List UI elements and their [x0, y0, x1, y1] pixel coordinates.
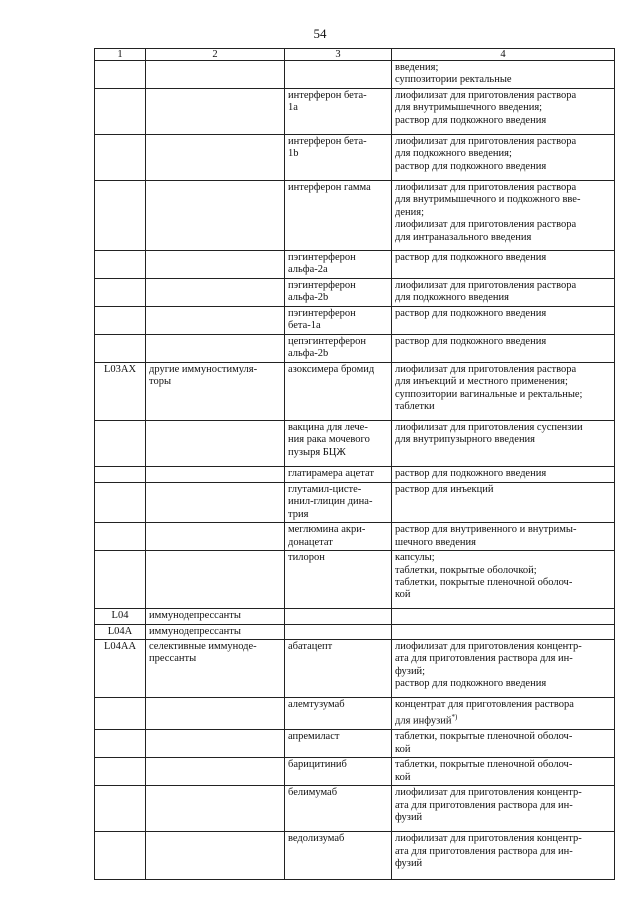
code-cell [95, 61, 146, 89]
forms-cell-text: раствор для подкожного введения [395, 308, 547, 319]
forms-cell-text: раствор для подкожного введения [395, 468, 547, 479]
page-number: 54 [313, 26, 327, 41]
forms-cell-text: лиофилизат для приготовления суспензии для внутрипузырного введения [395, 422, 583, 446]
drug-cell [285, 467, 392, 483]
forms-cell-text: лиофилизат для приготовления концентр- ата для приготовления раствора для ин- фузий [395, 787, 582, 824]
table-row [95, 609, 615, 624]
header-cell: 4 [392, 49, 615, 61]
forms-cell-text: таблетки, покрытые пленочной оболоч- кой [395, 731, 573, 755]
group-cell-text: другие иммуностимуля- торы [149, 364, 258, 388]
forms-cell-text: концентрат для приготовления раствора для инфузий [395, 699, 574, 727]
group-cell-text: селективные иммуноде- прессанты [149, 641, 257, 665]
forms-cell [392, 335, 615, 363]
group-cell [146, 251, 285, 279]
header-row [95, 49, 615, 61]
drug-cell [285, 61, 392, 89]
forms-cell-text: лиофилизат для приготовления раствора для подкожного введения; раствор для подкожного введения [395, 136, 577, 172]
group-cell [146, 61, 285, 89]
forms-cell [392, 61, 615, 89]
table-row [95, 832, 615, 880]
group-cell [146, 551, 285, 609]
drug-cell-text: интерферон бета- 1b [288, 136, 367, 160]
drug-cell [285, 730, 392, 758]
drug-cell-text: белимумаб [288, 787, 338, 799]
code-cell [95, 135, 146, 181]
drug-cell [285, 89, 392, 135]
drug-cell-text: апремиласт [288, 731, 340, 743]
table-row [95, 523, 615, 551]
group-cell [146, 181, 285, 251]
header-cell: 3 [285, 49, 392, 61]
forms-cell [392, 307, 615, 335]
code-cell [95, 421, 146, 467]
forms-cell [392, 609, 615, 624]
drug-cell-text: глутамил-цисте- инил-глицин дина- трия [288, 484, 373, 520]
footnote-mark: *) [451, 713, 458, 722]
group-cell [146, 335, 285, 363]
code-cell [95, 307, 146, 335]
forms-cell [392, 523, 615, 551]
code-cell [95, 467, 146, 483]
forms-cell [392, 786, 615, 832]
header-cell: 1 [95, 49, 146, 61]
code-cell [95, 698, 146, 730]
drug-cell [285, 758, 392, 786]
drug-cell-text: меглюмина акри- донацетат [288, 524, 366, 548]
group-cell [146, 640, 285, 698]
forms-cell-text: раствор для внутривенного и внутримы- шечного введения [395, 524, 577, 548]
code-cell [95, 758, 146, 786]
drug-cell-text: пэгинтерферон бета-1a [288, 308, 356, 332]
forms-cell [392, 624, 615, 639]
code-cell [95, 251, 146, 279]
table-row [95, 135, 615, 181]
drug-cell [285, 624, 392, 639]
table-row [95, 251, 615, 279]
forms-cell-text: раствор для инъекций [395, 484, 494, 495]
drug-cell [285, 523, 392, 551]
drug-cell [285, 251, 392, 279]
forms-cell-text: лиофилизат для приготовления концентр- ата для приготовления раствора для ин- фузий; раствор для подкожного введения [395, 641, 582, 690]
code-cell [95, 523, 146, 551]
group-cell [146, 483, 285, 523]
forms-cell [392, 363, 615, 421]
table-row [95, 624, 615, 639]
drug-cell [285, 307, 392, 335]
forms-cell-text: раствор для подкожного введения [395, 252, 547, 263]
group-cell [146, 609, 285, 624]
table-row [95, 181, 615, 251]
drug-cell-text: ведолизумаб [288, 833, 345, 845]
drug-cell [285, 483, 392, 523]
group-cell [146, 279, 285, 307]
forms-cell-text: введения; суппозитории ректальные [395, 62, 512, 86]
group-cell [146, 730, 285, 758]
drug-cell [285, 832, 392, 880]
forms-cell-text: лиофилизат для приготовления раствора для внутримышечного и подкожного вве- дения; лиофилизат для приготовления раствора для интраназального введения [395, 182, 581, 243]
drug-cell [285, 421, 392, 467]
table-row [95, 640, 615, 698]
code-cell [95, 730, 146, 758]
forms-cell [392, 698, 615, 730]
forms-cell [392, 483, 615, 523]
forms-cell-text: лиофилизат для приготовления раствора для внутримышечного введения; раствор для подкожного введения [395, 90, 577, 126]
drug-cell [285, 786, 392, 832]
group-cell [146, 89, 285, 135]
drug-cell-text: пэгинтерферон альфа-2a [288, 252, 356, 276]
code-cell-text: L04A [107, 625, 133, 637]
table-row [95, 307, 615, 335]
forms-cell-text: капсулы; таблетки, покрытые оболочкой; таблетки, покрытые пленочной оболоч- кой [395, 552, 573, 601]
forms-cell-text: раствор для подкожного введения [395, 336, 547, 347]
table-row [95, 551, 615, 609]
table-row [95, 89, 615, 135]
forms-cell [392, 758, 615, 786]
group-cell [146, 758, 285, 786]
forms-cell [392, 279, 615, 307]
drug-cell-text: интерферон бета- 1a [288, 90, 367, 114]
drug-cell [285, 698, 392, 730]
code-cell [95, 786, 146, 832]
forms-cell [392, 135, 615, 181]
forms-cell-text: лиофилизат для приготовления раствора для инъекций и местного применения; суппозитории вагинальные и ректальные; таблетки [395, 364, 583, 413]
group-cell [146, 698, 285, 730]
drug-cell-text: вакцина для лече- ния рака мочевого пузыря БЦЖ [288, 422, 370, 458]
drug-cell-text: тилорон [288, 552, 325, 564]
code-cell [95, 551, 146, 609]
table-row [95, 698, 615, 730]
forms-cell [392, 832, 615, 880]
forms-cell-text: таблетки, покрытые пленочной оболоч- кой [395, 759, 573, 783]
group-cell-text: иммунодепрессанты [149, 610, 241, 622]
table-row [95, 335, 615, 363]
group-cell [146, 624, 285, 639]
code-cell [95, 832, 146, 880]
drug-cell [285, 363, 392, 421]
table-row [95, 758, 615, 786]
code-cell [95, 279, 146, 307]
group-cell [146, 467, 285, 483]
table-row [95, 363, 615, 421]
drug-cell-text: барицитиниб [288, 759, 347, 771]
forms-cell [392, 89, 615, 135]
group-cell [146, 135, 285, 181]
code-cell [95, 89, 146, 135]
forms-cell [392, 421, 615, 467]
drug-cell [285, 335, 392, 363]
drug-table [94, 48, 615, 880]
group-cell [146, 832, 285, 880]
header-cell: 2 [146, 49, 285, 61]
forms-cell [392, 640, 615, 698]
table-row [95, 61, 615, 89]
drug-cell-text: азоксимера бромид [288, 364, 375, 375]
code-cell [95, 483, 146, 523]
code-cell [95, 624, 146, 639]
group-cell [146, 363, 285, 421]
forms-cell-text: лиофилизат для приготовления раствора для подкожного введения [395, 280, 577, 304]
drug-cell-text: абатацепт [288, 641, 333, 653]
group-cell [146, 307, 285, 335]
code-cell [95, 609, 146, 624]
forms-cell [392, 730, 615, 758]
forms-cell [392, 251, 615, 279]
code-cell-text: L04 [111, 610, 129, 622]
forms-cell [392, 181, 615, 251]
group-cell [146, 523, 285, 551]
drug-cell [285, 279, 392, 307]
forms-cell [392, 551, 615, 609]
drug-cell-text: цепэгинтерферон альфа-2b [288, 336, 367, 360]
drug-cell-text: пэгинтерферон альфа-2b [288, 280, 356, 304]
code-cell-text: L04AA [103, 641, 137, 653]
drug-cell [285, 609, 392, 624]
code-cell [95, 335, 146, 363]
table-row [95, 786, 615, 832]
drug-cell-text: интерферон гамма [288, 182, 371, 193]
drug-cell [285, 551, 392, 609]
code-cell-text: L03AX [103, 364, 137, 375]
table-row [95, 483, 615, 523]
code-cell [95, 640, 146, 698]
forms-cell-text: лиофилизат для приготовления концентр- ата для приготовления раствора для ин- фузий [395, 833, 582, 870]
table-row [95, 279, 615, 307]
drug-cell-text: алемтузумаб [288, 699, 345, 711]
drug-cell [285, 135, 392, 181]
forms-cell [392, 467, 615, 483]
group-cell-text: иммунодепрессанты [149, 625, 241, 637]
table-row [95, 730, 615, 758]
drug-cell [285, 181, 392, 251]
code-cell [95, 181, 146, 251]
drug-cell [285, 640, 392, 698]
code-cell [95, 363, 146, 421]
group-cell [146, 421, 285, 467]
table-row [95, 421, 615, 467]
table-row [95, 467, 615, 483]
group-cell [146, 786, 285, 832]
drug-cell-text: глатирамера ацетат [288, 468, 374, 479]
